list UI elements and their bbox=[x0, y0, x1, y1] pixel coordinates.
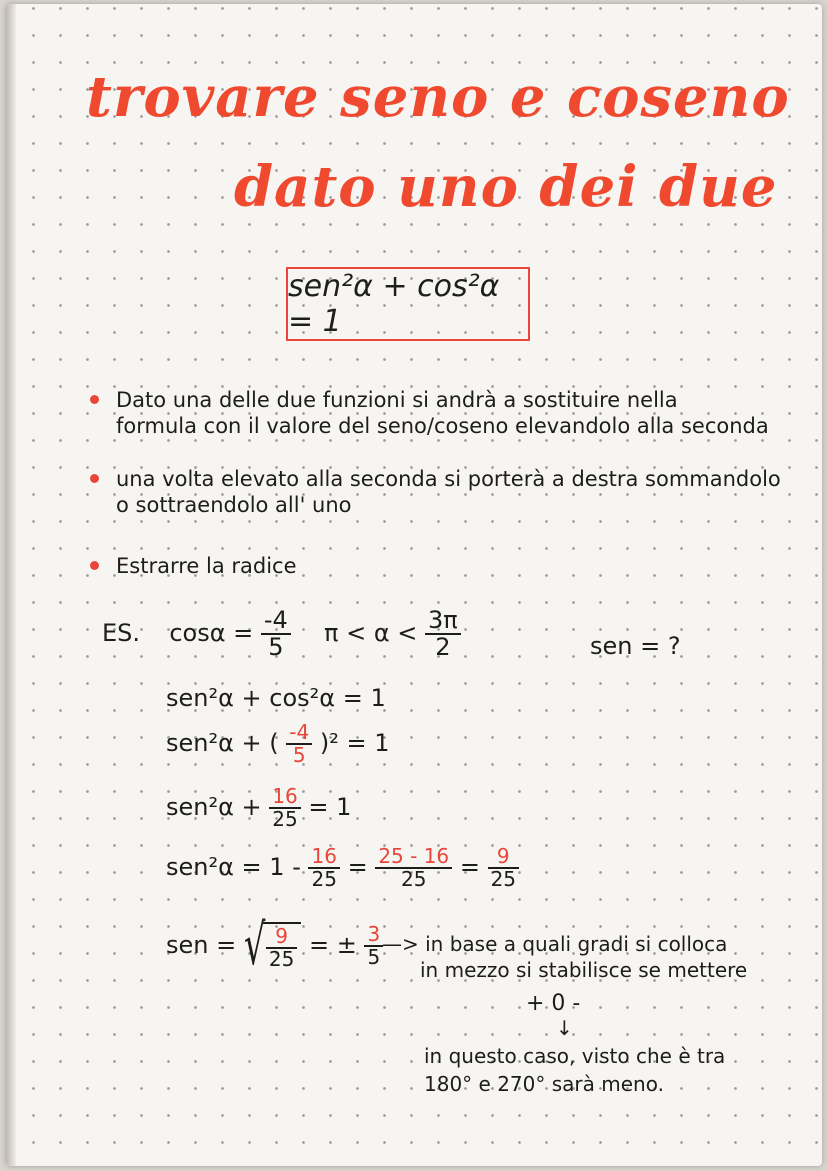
given-cos-lhs: cosα = bbox=[169, 619, 261, 648]
fundamental-identity-box bbox=[286, 267, 530, 341]
fraction-denominator: 25 bbox=[272, 807, 298, 831]
down-arrow-icon: ↓ bbox=[556, 1016, 573, 1040]
step-1: sen²α + cos²α = 1 bbox=[166, 684, 386, 712]
fraction-denominator: 25 bbox=[401, 867, 427, 891]
step-5-sqrt-fraction bbox=[266, 926, 297, 970]
step-3-lhs: sen²α + bbox=[166, 793, 270, 821]
fraction-denominator: 25 bbox=[268, 947, 295, 971]
example-question: sen = ? bbox=[590, 632, 681, 660]
step-3 bbox=[166, 786, 351, 830]
step-3-fraction bbox=[269, 786, 300, 830]
fundamental-identity: sen²α + cos²α = 1 bbox=[288, 269, 500, 339]
notebook-binding bbox=[6, 4, 16, 1166]
fraction-denominator: 5 bbox=[292, 743, 306, 767]
bullet-dot-icon bbox=[90, 561, 99, 570]
fraction-numerator: 3π bbox=[425, 608, 461, 635]
fraction-numerator: -4 bbox=[286, 722, 312, 745]
step-5-lhs: sen = bbox=[166, 931, 244, 959]
bullet-dot-icon bbox=[90, 395, 99, 404]
fraction-denominator: 5 bbox=[367, 945, 381, 969]
fraction-numerator: -4 bbox=[261, 608, 291, 635]
step-4-fraction-3 bbox=[488, 846, 519, 890]
sign-sequence: + 0 - bbox=[526, 991, 581, 1016]
step-4-fraction-2 bbox=[375, 846, 452, 890]
square-root-icon: √ bbox=[243, 913, 266, 978]
example-given bbox=[102, 608, 291, 660]
notebook-page bbox=[6, 4, 822, 1166]
bullet-line: o sottraendolo all' uno bbox=[116, 493, 352, 517]
range-text: π < α < bbox=[324, 619, 426, 648]
fraction-denominator: 25 bbox=[490, 867, 517, 891]
fraction-numerator: 9 bbox=[266, 926, 297, 949]
step-5-fraction bbox=[364, 924, 383, 968]
step-2-fraction bbox=[286, 722, 312, 766]
fraction-numerator: 9 bbox=[488, 846, 519, 869]
step-4-equals-1: = bbox=[347, 853, 376, 881]
bullet-item-2 bbox=[108, 466, 808, 518]
step-4 bbox=[166, 846, 519, 890]
fraction-numerator: 25 - 16 bbox=[375, 846, 452, 869]
fraction-numerator: 16 bbox=[269, 786, 300, 809]
example-label: ES. bbox=[102, 619, 141, 648]
square-root bbox=[243, 913, 301, 978]
step-2-rhs: )² = 1 bbox=[319, 729, 390, 757]
title-line-2: dato uno dei due bbox=[234, 154, 778, 220]
range-fraction bbox=[425, 608, 461, 660]
note-line-1: —> in base a quali gradi si colloca bbox=[382, 932, 728, 956]
step-3-rhs: = 1 bbox=[308, 793, 352, 821]
bullet-item-1 bbox=[108, 387, 808, 439]
title-line-1: trovare seno e coseno bbox=[86, 64, 790, 130]
bullet-line: Dato una delle due funzioni si andrà a sostituire nella bbox=[116, 388, 678, 412]
angle-range bbox=[324, 608, 461, 660]
bullet-item-3 bbox=[108, 553, 808, 579]
step-2-lhs: sen²α + ( bbox=[166, 729, 279, 757]
given-cos-fraction bbox=[261, 608, 291, 660]
bullet-line: formula con il valore del seno/coseno elevandolo alla seconda bbox=[116, 414, 769, 438]
conclusion-line-2: 180° e 270° sarà meno. bbox=[424, 1072, 664, 1096]
step-5-equals: = ± bbox=[308, 931, 357, 959]
square-root-body bbox=[262, 922, 301, 970]
bullet-dot-icon bbox=[90, 474, 99, 483]
fraction-denominator: 25 bbox=[311, 867, 337, 891]
step-4-fraction-1 bbox=[308, 846, 339, 890]
conclusion-line-1: in questo caso, visto che è tra bbox=[424, 1044, 726, 1068]
step-5 bbox=[166, 913, 383, 978]
step-4-equals-2: = bbox=[459, 853, 488, 881]
note-line-2: in mezzo si stabilisce se mettere bbox=[420, 958, 748, 982]
bullet-line: Estrarre la radice bbox=[116, 554, 297, 578]
step-2 bbox=[166, 722, 390, 766]
bullet-line: una volta elevato alla seconda si porterà a destra sommandolo bbox=[116, 467, 781, 491]
fraction-numerator: 16 bbox=[308, 846, 339, 869]
fraction-numerator: 3 bbox=[364, 924, 383, 947]
fraction-denominator: 2 bbox=[435, 633, 451, 662]
step-4-lhs: sen²α = 1 - bbox=[166, 853, 309, 881]
fraction-denominator: 5 bbox=[268, 633, 284, 662]
